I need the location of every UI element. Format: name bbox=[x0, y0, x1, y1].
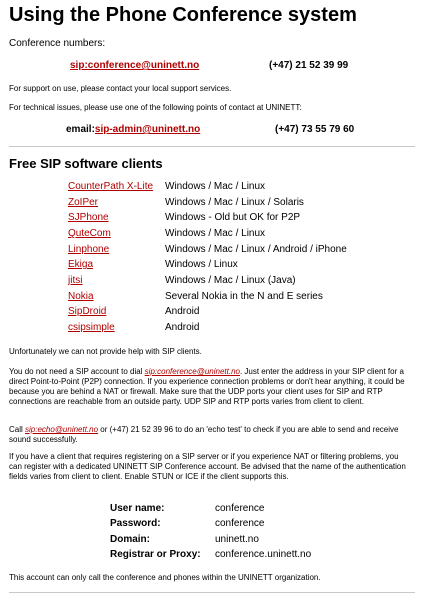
conference-phone: (+47) 21 52 39 99 bbox=[269, 60, 349, 71]
account-label: Password: bbox=[110, 518, 161, 529]
client-platforms: Windows / Mac / Linux bbox=[165, 228, 266, 239]
account-value: conference bbox=[215, 518, 265, 529]
page-title: Using the Phone Conference system bbox=[9, 4, 357, 26]
client-link[interactable]: Nokia bbox=[68, 291, 94, 302]
contact-email-label: email: bbox=[66, 124, 95, 135]
register-paragraph: If you have a client that requires registering on a SIP server or if you experience NAT or filtering problems, you can register with a dedicated UNINETT SIP Conference account. Be advised that the name of the authentication fields varies from client to client. Enable STUN or ICE if the client supports this. bbox=[9, 452, 406, 481]
client-platforms: Windows / Linux bbox=[165, 259, 238, 270]
client-platforms: Windows / Mac / Linux / Android / iPhone bbox=[165, 244, 347, 255]
client-link[interactable]: Linphone bbox=[68, 244, 110, 255]
contact-phone: (+47) 73 55 79 60 bbox=[275, 124, 355, 135]
account-value: conference.uninett.no bbox=[215, 549, 312, 560]
clients-heading: Free SIP software clients bbox=[9, 156, 163, 171]
client-link[interactable]: jitsi bbox=[68, 275, 83, 286]
client-link[interactable]: CounterPath X-Lite bbox=[68, 181, 154, 192]
client-link[interactable]: Ekiga bbox=[68, 259, 94, 270]
client-link[interactable]: SipDroid bbox=[68, 306, 107, 317]
echo-sip-link[interactable]: sip:echo@uninett.no bbox=[25, 425, 99, 434]
client-platforms: Android bbox=[165, 306, 200, 317]
p2p-text-after: . Just enter the address in your SIP client for a direct Point-to-Point (P2P) connection. If you experience connection problems or don't hear anything, it could be because you are behind a NAT or firewall. Make sure that the UDP ports your client uses for SIP and RTP connections are reachable from an outside party. UDP SIP and RTP ports varies from client to client. bbox=[9, 367, 405, 406]
account-label: Registrar or Proxy: bbox=[110, 549, 201, 560]
client-platforms: Windows / Mac / Linux bbox=[165, 181, 266, 192]
account-label: User name: bbox=[110, 503, 165, 514]
divider bbox=[9, 146, 415, 147]
echo-text-before: Call bbox=[9, 425, 26, 434]
footer-text: This account can only call the conference and phones within the UNINETT organization. bbox=[9, 573, 321, 582]
no-help-text: Unfortunately we can not provide help with SIP clients. bbox=[9, 347, 202, 356]
client-platforms: Android bbox=[165, 322, 200, 333]
account-value: uninett.no bbox=[215, 534, 259, 545]
conference-row bbox=[70, 60, 199, 71]
p2p-text-before: You do not need a SIP account to dial bbox=[9, 367, 145, 376]
conference-sip-link[interactable]: sip:conference@uninett.no bbox=[70, 60, 200, 71]
client-platforms: Windows - Old but OK for P2P bbox=[165, 212, 301, 223]
client-link[interactable]: csipsimple bbox=[68, 322, 115, 333]
client-link[interactable]: ZoIPer bbox=[68, 197, 99, 208]
p2p-sip-link[interactable]: sip:conference@uninett.no bbox=[144, 367, 240, 376]
contact-email-row bbox=[66, 124, 200, 135]
account-label: Domain: bbox=[110, 534, 150, 545]
client-link[interactable]: SJPhone bbox=[68, 212, 109, 223]
conference-numbers-label: Conference numbers: bbox=[9, 38, 106, 49]
client-platforms: Several Nokia in the N and E series bbox=[165, 291, 323, 302]
contact-email-link[interactable]: sip-admin@uninett.no bbox=[94, 124, 201, 135]
echo-text-after: or (+47) 21 52 39 96 to do an 'echo test' to check if you are able to send and receive sound successfully. bbox=[9, 425, 399, 444]
client-platforms: Windows / Mac / Linux (Java) bbox=[165, 275, 296, 286]
client-link[interactable]: QuteCom bbox=[68, 228, 111, 239]
support-use-text: For support on use, please contact your local support services. bbox=[9, 84, 232, 93]
support-tech-text: For technical issues, please use one of the following points of contact at UNINETT: bbox=[9, 103, 302, 112]
client-platforms: Windows / Mac / Linux / Solaris bbox=[165, 197, 304, 208]
account-value: conference bbox=[215, 503, 265, 514]
p2p-paragraph bbox=[9, 367, 413, 407]
divider bbox=[9, 592, 415, 593]
echo-paragraph bbox=[9, 425, 413, 445]
